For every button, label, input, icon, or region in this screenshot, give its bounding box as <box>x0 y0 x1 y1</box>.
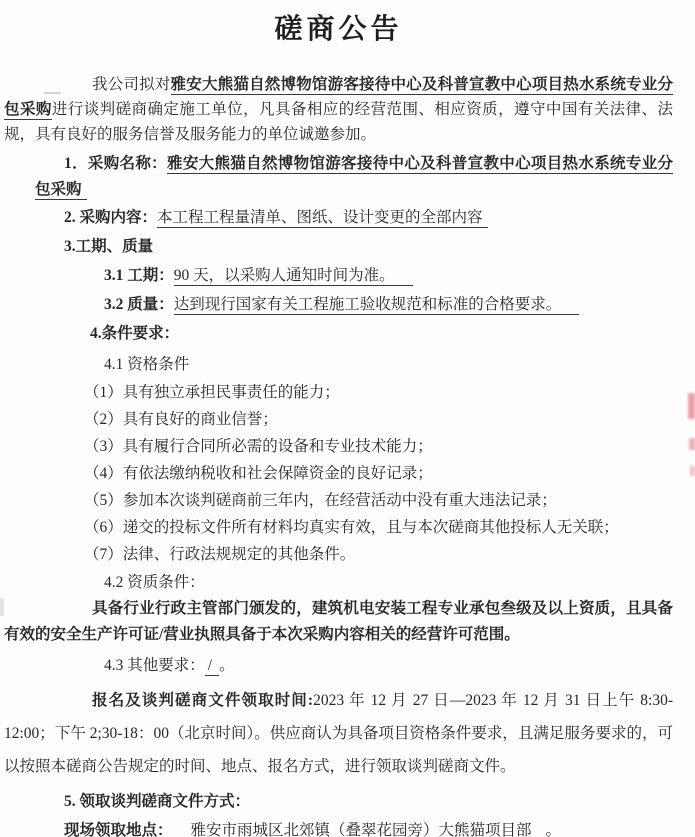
section-4-3-value: / <box>205 657 219 676</box>
section-4-3-other <box>104 653 673 679</box>
qualification-item-4: （4）有依法缴纳税收和社会保障资金的良好记录； <box>84 465 433 482</box>
section-1-value: 雅安大熊猫自然博物馆游客接待中心及科普宣教中心项目热水系统专业分包采购 <box>35 155 673 198</box>
section-3-1-value: 90 天，以采购人通知时间为准。 <box>174 267 413 286</box>
section-1-purchase-name <box>35 151 673 203</box>
section-4-heading: 4.条件要求： <box>90 325 180 342</box>
collection-place-value: 雅安市雨城区北郊镇（叠翠花园旁）大熊猫项目部 <box>187 822 540 837</box>
section-4-2-heading: 4.2 资质条件： <box>104 574 205 591</box>
section-3-2-quality <box>104 292 673 318</box>
section-4-3-period: 。 <box>219 657 235 674</box>
scan-red-mark-artifact <box>690 466 695 476</box>
collection-place-label: 现场领取地点： <box>64 822 173 837</box>
section-3-2-label: 3.2 质量： <box>104 296 174 313</box>
scan-edge-smudge-artifact <box>0 598 4 616</box>
intro-project-name: 雅安大熊猫自然博物馆游客接待中心及科普宣教中心项目热水系统专业分包采购 <box>4 76 673 118</box>
qualification-item-2: （2）具有良好的商业信誉； <box>84 411 278 428</box>
section-3-heading: 3.工期、质量 <box>64 238 154 255</box>
section-3-1-duration <box>104 263 673 289</box>
collection-time-paragraph <box>4 684 673 783</box>
section-5-heading: 5. 领取谈判磋商文件方式： <box>64 793 251 810</box>
intro-prefix: 我公司拟对 <box>92 76 171 93</box>
section-2-value: 本工程工程量清单、图纸、设计变更的全部内容 <box>157 209 488 228</box>
collection-place-period: 。 <box>545 822 562 837</box>
collection-time-label: 报名及谈判磋商文件领取时间: <box>92 692 314 709</box>
qualification-item-3: （3）具有履行合同所必需的设备和专业技术能力； <box>84 438 433 455</box>
intro-rest: 进行谈判磋商确定施工单位，凡具备相应的经营范围、相应资质，遵守中国有关法律、法规，具有良好的服务信誉及服务能力的单位诚邀参加。 <box>4 101 673 143</box>
section-4-1-heading: 4.1 资格条件 <box>104 356 190 373</box>
scan-red-mark-artifact <box>689 438 695 450</box>
qualification-item-7: （7）法律、行政法规规定的其他条件。 <box>84 546 356 563</box>
qualification-item-1: （1）具有独立承担民事责任的能力； <box>84 384 340 401</box>
section-3-2-value: 达到现行国家有关工程施工验收规范和标准的合格要求。 <box>174 296 580 315</box>
intro-paragraph <box>4 72 673 147</box>
qualification-item-6: （6）递交的投标文件所有材料均真实有效，且与本次磋商其他投标人无关联； <box>84 519 619 536</box>
section-2-label: 2. 采购内容： <box>64 209 158 226</box>
collection-place-paragraph <box>64 817 673 837</box>
section-3-1-label: 3.1 工期： <box>104 267 174 284</box>
section-2-purchase-content <box>64 205 673 231</box>
section-1-label: 1．采购名称： <box>64 155 168 172</box>
collection-time-value: 2023 年 12 月 27 日—2023 年 12 月 31 日上午 8:30-12:00；下午 2;30-18：00（北京时间）。供应商认为具备项目资格条件要求，且满足服务要求的，可以按照本磋商公告规定的时间、地点、报名方式，进行领取谈判磋商文件。 <box>4 692 674 775</box>
section-4-3-label: 4.3 其他要求： <box>104 657 205 674</box>
scan-dash-artifact <box>44 92 61 94</box>
document-title: 磋商公告 <box>274 14 403 45</box>
section-4-2-body: 具备行业行政主管部门颁发的，建筑机电安装工程专业承包叁级及以上资质，且具备有效的安全生产许可证/营业执照具备于本次采购内容相关的经营许可范围。 <box>4 600 673 643</box>
scan-red-mark-artifact <box>688 393 695 419</box>
qualification-item-5: （5）参加本次谈判磋商前三年内，在经营活动中没有重大违法记录； <box>84 492 557 509</box>
